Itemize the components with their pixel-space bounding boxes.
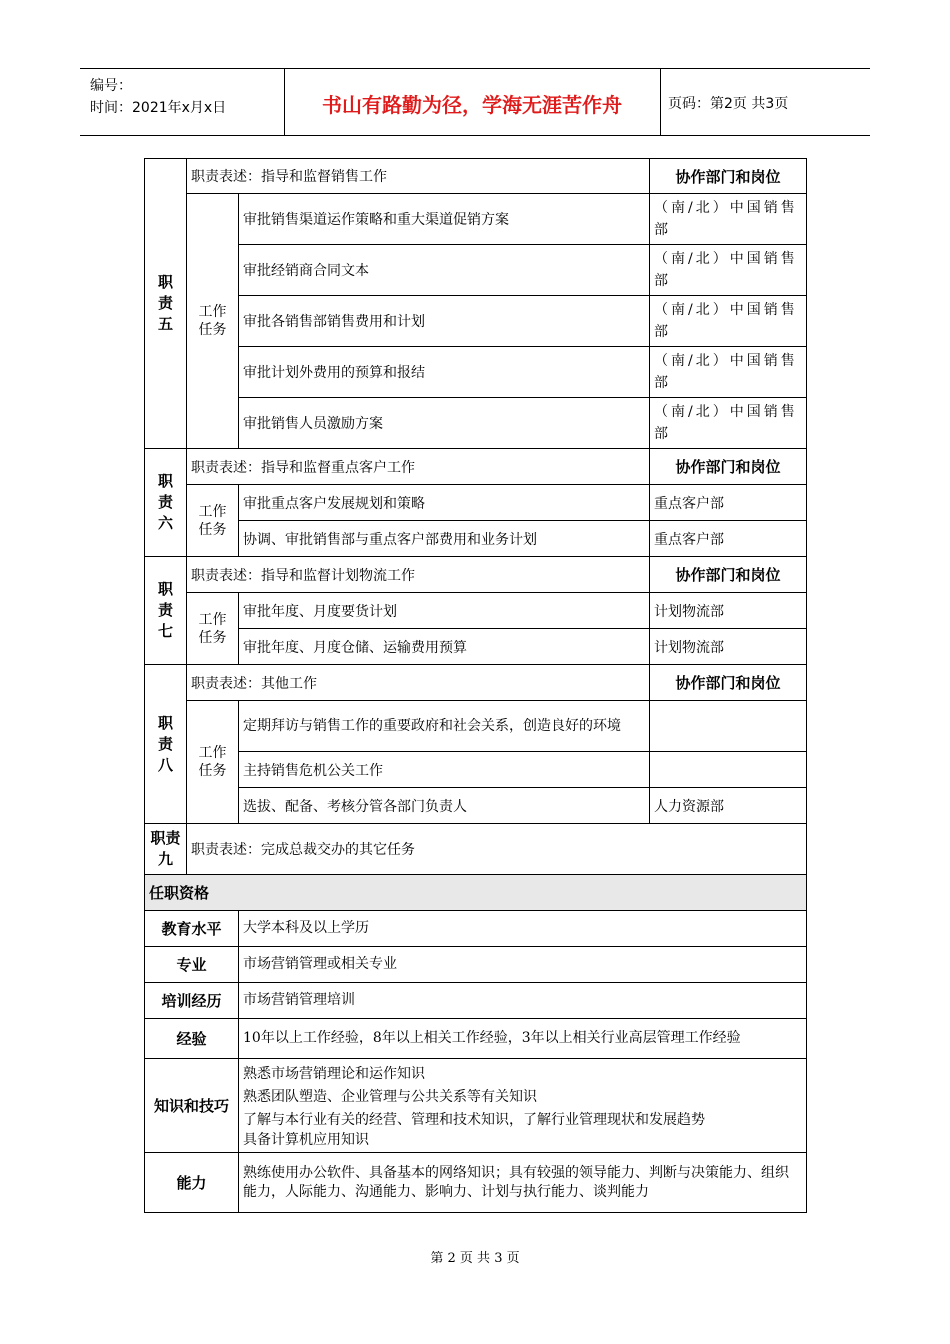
duty-table <box>144 158 807 1213</box>
page-label: 页码：第2页 共3页 <box>668 96 789 112</box>
duty-desc: 职责表述：指导和监督计划物流工作 <box>187 557 650 593</box>
task-text: 定期拜访与销售工作的重要政府和社会关系，创造良好的环境 <box>239 701 650 752</box>
table-row <box>145 629 807 665</box>
table-row <box>145 347 807 398</box>
duty-row <box>145 159 807 194</box>
qualification-label: 能力 <box>145 1153 239 1213</box>
qualification-value: 大学本科及以上学历 <box>239 911 807 947</box>
duty-name: 职责九 <box>145 824 187 875</box>
collab-header: 协作部门和岗位 <box>650 665 807 701</box>
qualification-label: 经验 <box>145 1019 239 1059</box>
duty-name: 职责七 <box>145 557 187 665</box>
duty-desc: 职责表述：指导和监督重点客户工作 <box>187 449 650 485</box>
task-dept: （南/北）中国销售部 <box>650 296 807 347</box>
number-label: 编号： <box>90 78 132 94</box>
qualification-row <box>145 1059 807 1153</box>
duty-row <box>145 557 807 593</box>
table-row <box>145 485 807 521</box>
duty-desc: 职责表述：其他工作 <box>187 665 650 701</box>
qualification-label: 知识和技巧 <box>145 1059 239 1153</box>
task-dept: 人力资源部 <box>650 788 807 824</box>
qualification-value: 熟练使用办公软件、具备基本的网络知识；具有较强的领导能力、判断与决策能力、组织能力，人际能力、沟通能力、影响力、计划与执行能力、谈判能力 <box>239 1153 807 1213</box>
table-row <box>145 752 807 788</box>
qualification-value: 市场营销管理培训 <box>239 983 807 1019</box>
date-label: 时间：2021年x月x日 <box>90 100 227 116</box>
duty-name: 职责六 <box>145 449 187 557</box>
task-text: 协调、审批销售部与重点客户部费用和业务计划 <box>239 521 650 557</box>
table-row <box>145 194 807 245</box>
table-row <box>145 701 807 752</box>
task-dept: 重点客户部 <box>650 485 807 521</box>
duty-desc: 职责表述：指导和监督销售工作 <box>187 159 650 194</box>
duty-row <box>145 665 807 701</box>
qualification-row <box>145 911 807 947</box>
qualification-value: 市场营销管理或相关专业 <box>239 947 807 983</box>
duty-row <box>145 449 807 485</box>
table-row <box>145 398 807 449</box>
task-label: 工作任务 <box>187 593 239 665</box>
task-dept: （南/北）中国销售部 <box>650 347 807 398</box>
qualification-header-row <box>145 875 807 911</box>
qualification-label: 专业 <box>145 947 239 983</box>
task-text: 审批年度、月度仓储、运输费用预算 <box>239 629 650 665</box>
task-dept: （南/北）中国销售部 <box>650 245 807 296</box>
collab-header: 协作部门和岗位 <box>650 159 807 194</box>
task-text: 审批计划外费用的预算和报结 <box>239 347 650 398</box>
qualification-label: 教育水平 <box>145 911 239 947</box>
collab-header: 协作部门和岗位 <box>650 557 807 593</box>
table-row <box>145 593 807 629</box>
knowledge-line: 具备计算机应用知识 <box>243 1131 369 1148</box>
page-header <box>80 68 870 136</box>
duty-desc: 职责表述：完成总裁交办的其它任务 <box>187 824 807 875</box>
qualification-row <box>145 983 807 1019</box>
collab-header: 协作部门和岗位 <box>650 449 807 485</box>
task-text: 审批年度、月度要货计划 <box>239 593 650 629</box>
duty-name <box>145 159 187 449</box>
qualification-row <box>145 1153 807 1213</box>
table-row <box>145 296 807 347</box>
qualification-value: 10年以上工作经验，8年以上相关工作经验，3年以上相关行业高层管理工作经验 <box>239 1019 807 1059</box>
header-meta <box>80 69 285 135</box>
duty-name: 职责八 <box>145 665 187 824</box>
task-dept <box>650 701 807 752</box>
task-text: 审批重点客户发展规划和策略 <box>239 485 650 521</box>
qualification-label: 培训经历 <box>145 983 239 1019</box>
task-label: 工作任务 <box>187 485 239 557</box>
task-text: 选拔、配备、考核分管各部门负责人 <box>239 788 650 824</box>
page-footer: 第 2 页 共 3 页 <box>430 1251 520 1266</box>
task-dept: 重点客户部 <box>650 521 807 557</box>
task-text: 主持销售危机公关工作 <box>239 752 650 788</box>
knowledge-line: 了解与本行业有关的经营、管理和技术知识，了解行业管理现状和发展趋势 <box>243 1111 705 1128</box>
duty-row <box>145 824 807 875</box>
duty-name-text: 职责五 <box>157 273 173 333</box>
task-label: 工作任务 <box>187 701 239 824</box>
task-text: 审批各销售部销售费用和计划 <box>239 296 650 347</box>
task-dept: （南/北）中国销售部 <box>650 194 807 245</box>
table-row <box>145 245 807 296</box>
task-text: 审批销售渠道运作策略和重大渠道促销方案 <box>239 194 650 245</box>
task-dept: （南/北）中国销售部 <box>650 398 807 449</box>
table-row <box>145 788 807 824</box>
qualification-row <box>145 1019 807 1059</box>
qualification-value <box>239 1059 807 1153</box>
task-text: 审批销售人员激励方案 <box>239 398 650 449</box>
qualification-row <box>145 947 807 983</box>
task-dept: 计划物流部 <box>650 593 807 629</box>
task-label: 工作任务 <box>187 194 239 449</box>
task-dept <box>650 752 807 788</box>
table-row <box>145 521 807 557</box>
task-text: 审批经销商合同文本 <box>239 245 650 296</box>
knowledge-line: 熟悉市场营销理论和运作知识 <box>243 1065 425 1082</box>
motto: 书山有路勤为径，学海无涯苦作舟 <box>284 69 661 135</box>
knowledge-line: 熟悉团队塑造、企业管理与公共关系等有关知识 <box>243 1088 537 1105</box>
task-dept: 计划物流部 <box>650 629 807 665</box>
qualification-title: 任职资格 <box>145 875 807 911</box>
